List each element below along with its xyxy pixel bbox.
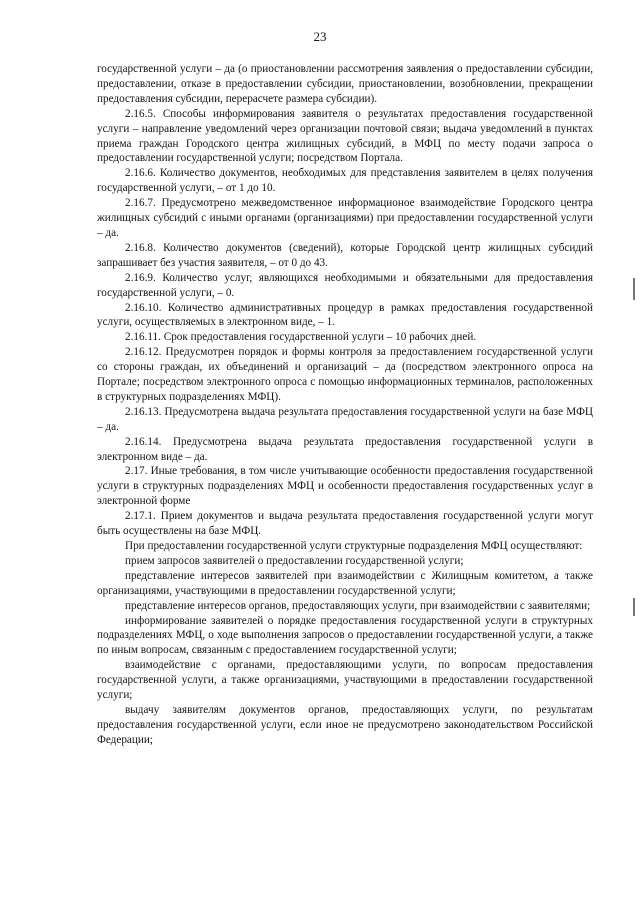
paragraph: 2.16.7. Предусмотрено межведомственное информационое взаимодействие Городского центра жилищных субсидий с иными органами (организациями) при предоставлении государственной услуги – да.	[97, 197, 593, 239]
paragraph: 2.16.10. Количество административных процедур в рамках предоставления государственной услуги, осуществляемых в электронном виде, – 1.	[97, 301, 593, 329]
paragraph: 2.16.12. Предусмотрен порядок и формы контроля за предоставлением государственной услуги со стороны граждан, их объединений и организаций – да (посредством электронного опроса на Портале; посредством электронного опроса с помощью информационных терминалов, расположенных в структурных подразделениях МФЦ).	[97, 346, 593, 403]
scan-edge-mark	[633, 598, 635, 616]
paragraph: взаимодействие с органами, предоставляющими услуги, по вопросам предоставления государственной услуги, а также организациями, участвующими в предоставлении государственной услуги;	[97, 659, 593, 702]
document-body	[97, 62, 593, 748]
scan-edge-mark	[633, 278, 635, 300]
paragraph: 2.16.6. Количество документов, необходимых для представления заявителем в целях получения государственной услуги, – от 1 до 10.	[97, 167, 593, 195]
page-number: 23	[313, 29, 327, 44]
paragraph: 2.16.13. Предусмотрена выдача результата предоставления государственной услуги на базе МФЦ – да.	[97, 405, 593, 433]
paragraph: 2.17. Иные требования, в том числе учитывающие особенности предоставления государственной услуги в структурных подразделениях МФЦ и особенности предоставления государственных услуг в электронной форме	[97, 465, 593, 508]
paragraph: прием запросов заявителей о предоставлении государственной услуги;	[125, 554, 464, 567]
paragraph: 2.16.11. Срок предоставления государственной услуги – 10 рабочих дней.	[125, 331, 477, 344]
paragraph: 2.16.8. Количество документов (сведений), которые Городской центр жилищных субсидий запрашивает без участия заявителя, – от 0 до 43.	[97, 241, 593, 269]
paragraph: информирование заявителей о порядке предоставления государственной услуги в структурных подразделениях МФЦ, о ходе выполнения запросов о предоставлении государственной услуги, а также по иным вопросам, связанным с предоставлением государственной услуги;	[97, 614, 593, 657]
paragraph: выдачу заявителям документов органов, предоставляющих услуги, по результатам предоставления государственной услуги, если иное не предусмотрено законодательством Российской Федерации;	[97, 703, 593, 746]
paragraph: представление интересов заявителей при взаимодействии с Жилищным комитетом, а также организациями, участвующими в предоставлении государственной услуги;	[97, 569, 593, 597]
paragraph: 2.16.14. Предусмотрена выдача результата предоставления государственной услуги в электронном виде – да.	[97, 435, 593, 463]
paragraph: государственной услуги – да (о приостановлении рассмотрения заявления о предоставлении субсидии, предоставлении, отказе в предоставлении субсидии, приостановлении, возобновлении, прекращении предоставления субсидии, перерасчете размера субсидии).	[97, 63, 593, 105]
paragraph: 2.16.9. Количество услуг, являющихся необходимыми и обязательными для предоставления государственной услуги, – 0.	[97, 271, 593, 299]
paragraph: представление интересов органов, предоставляющих услуги, при взаимодействии с заявителями;	[125, 599, 591, 612]
paragraph: 2.17.1. Прием документов и выдача результата предоставления государственной услуги могут быть осуществлены на базе МФЦ.	[97, 510, 593, 538]
paragraph: 2.16.5. Способы информирования заявителя о результатах предоставления государственной услуги – направление уведомлений через организации почтовой связи; выдача уведомлений в пунктах приема граждан Городского центра жилищных субсидий, в МФЦ по месту подачи запроса о предоставлении государственной услуги; посредством Портала.	[97, 107, 593, 165]
paragraph: При предоставлении государственной услуги структурные подразделения МФЦ осуществляют:	[125, 540, 583, 552]
